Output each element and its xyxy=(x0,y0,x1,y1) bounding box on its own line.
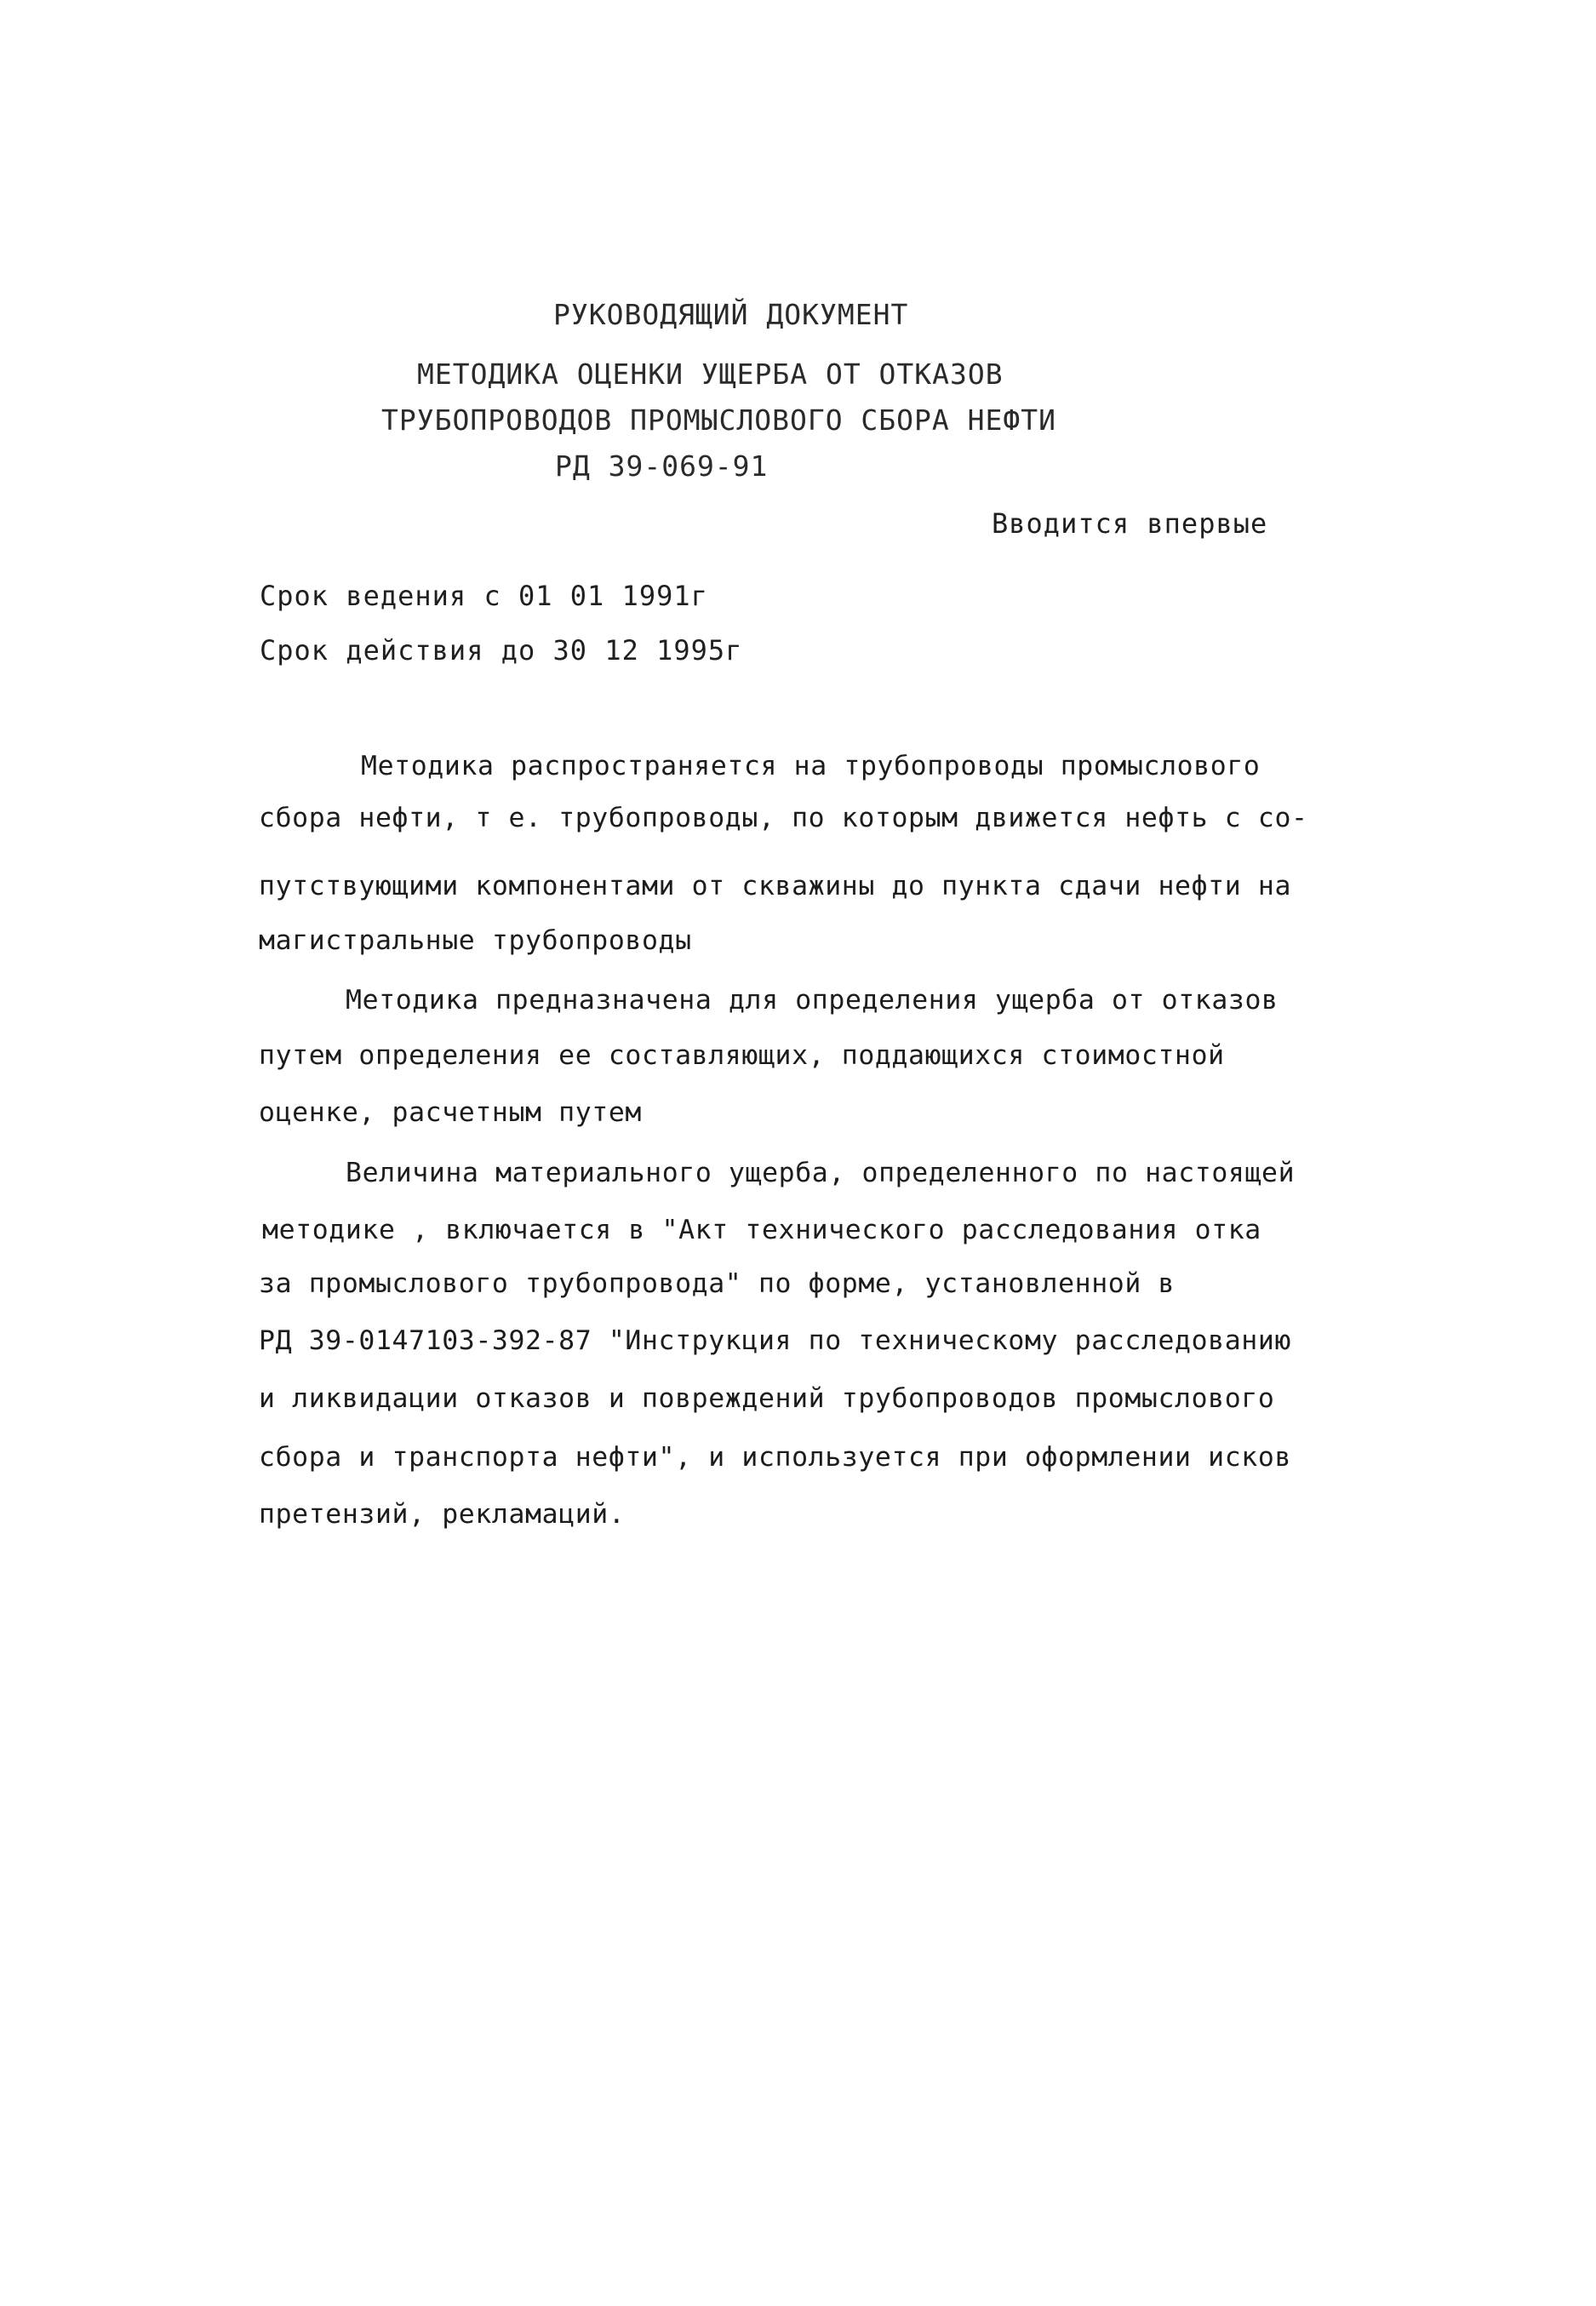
body-line: путем определения ее составляющих, поддающихся стоимостной xyxy=(259,1040,1225,1071)
body-line: РД 39-0147103-392-87 "Инструкция по техническому расследованию xyxy=(259,1325,1292,1356)
document-title-line-1: МЕТОДИКА ОЦЕНКИ УЩЕРБА ОТ ОТКАЗОВ xyxy=(417,358,1004,391)
document-title-line-2: ТРУБОПРОВОДОВ ПРОМЫСЛОВОГО СБОРА НЕФТИ xyxy=(381,403,1056,437)
body-line: магистральные трубопроводы xyxy=(259,925,692,956)
body-line: Величина материального ущерба, определенного по настоящей xyxy=(346,1158,1296,1188)
document-code: РД 39-069-91 xyxy=(555,449,769,483)
body-line: и ликвидации отказов и повреждений трубопроводов промыслового xyxy=(259,1383,1275,1414)
date-end: Срок действия до 30 12 1995г xyxy=(260,634,743,667)
body-line: сбора нефти, т е. трубопроводы, по которым движется нефть с со- xyxy=(259,803,1308,833)
body-line: Методика предназначена для определения ущерба от отказов xyxy=(346,985,1279,1016)
intro-note: Вводится впервые xyxy=(992,507,1268,540)
body-line: путствующими компонентами от скважины до пункта сдачи нефти на xyxy=(259,871,1292,901)
body-line: методике , включается в "Акт технического расследования отка xyxy=(262,1215,1261,1245)
date-start: Срок ведения с 01 01 1991г xyxy=(260,580,708,612)
document-type-heading: РУКОВОДЯЩИЙ ДОКУМЕНТ xyxy=(553,298,909,331)
body-line: сбора и транспорта нефти", и используется при оформлении исков xyxy=(259,1442,1292,1473)
body-line: за промыслового трубопровода" по форме, установленной в xyxy=(259,1268,1176,1299)
body-line: претензий, рекламаций. xyxy=(259,1499,626,1530)
body-line: оценке, расчетным путем xyxy=(259,1097,642,1128)
body-line: Методика распространяется на трубопроводы промыслового xyxy=(361,751,1261,781)
